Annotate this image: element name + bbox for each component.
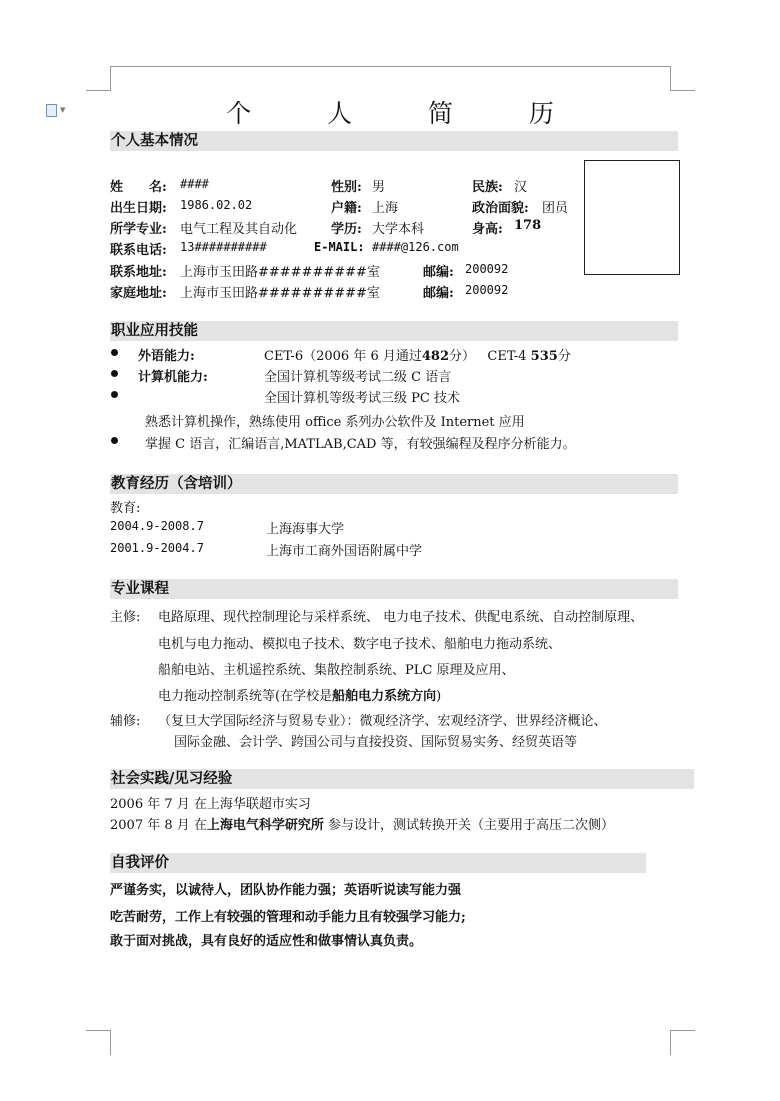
bullet-icon bbox=[111, 370, 118, 377]
education-school: 上海海事大学 bbox=[266, 522, 345, 537]
education-label: 教育: bbox=[110, 501, 141, 516]
page-title: 个 人 简 历 bbox=[226, 99, 588, 128]
political-value: 团员 bbox=[542, 201, 569, 216]
major-courses-label: 主修: bbox=[110, 610, 141, 625]
section-courses: 专业课程 bbox=[110, 579, 678, 599]
self-evaluation-line: 吃苦耐劳，工作上有较强的管理和动手能力且有较强学习能力; bbox=[110, 910, 466, 925]
minor-courses-line: 国际金融、会计学、跨国公司与直接投资、国际贸易实务、经贸英语等 bbox=[174, 735, 578, 750]
height-label: 身高: bbox=[472, 222, 503, 237]
document-icon[interactable] bbox=[46, 104, 57, 117]
section-skills: 职业应用技能 bbox=[110, 321, 678, 341]
bullet-icon bbox=[111, 349, 118, 356]
gender-value: 男 bbox=[372, 180, 386, 195]
computer-skill-2: 全国计算机等级考试三级 PC 技术 bbox=[264, 391, 460, 406]
language-label: 外语能力: bbox=[138, 349, 195, 364]
address-label: 联系地址: bbox=[110, 265, 167, 280]
political-label: 政治面貌: bbox=[472, 201, 529, 216]
gender-label: 性别: bbox=[331, 180, 362, 195]
home-address-label: 家庭地址: bbox=[110, 286, 167, 301]
hukou-label: 户籍: bbox=[331, 201, 362, 216]
self-evaluation-line: 敢于面对挑战，具有良好的适应性和做事情认真负责。 bbox=[110, 934, 423, 949]
language-value: CET-6（2006 年 6 月通过482分） CET-4 535分 bbox=[264, 349, 571, 364]
address-value: 上海市玉田路##########室 bbox=[180, 265, 380, 280]
programming-skill: 掌握 C 语言，汇编语言,MATLAB,CAD 等，有较强编程及程序分析能力。 bbox=[145, 437, 576, 452]
name-value: #### bbox=[180, 177, 209, 191]
section-practice: 社会实践/见习经验 bbox=[110, 769, 694, 789]
crop-mark-bottom-right bbox=[670, 1030, 695, 1055]
home-zip-value: 200092 bbox=[465, 283, 509, 297]
name-label: 姓 名: bbox=[110, 180, 167, 195]
education-school: 上海市工商外国语附属中学 bbox=[266, 544, 423, 559]
zip-value: 200092 bbox=[465, 262, 509, 276]
major-courses-line: 电力拖动控制系统等(在学校是船舶电力系统方向) bbox=[158, 689, 442, 704]
crop-mark-bottom-left bbox=[86, 1030, 111, 1055]
self-evaluation-line: 严谨务实，以诚待人，团队协作能力强；英语听说读写能力强 bbox=[110, 883, 462, 898]
photo-placeholder[interactable] bbox=[584, 160, 680, 275]
ethnic-label: 民族: bbox=[472, 180, 503, 195]
degree-value: 大学本科 bbox=[372, 222, 425, 237]
computer-skill-1: 全国计算机等级考试二级 C 语言 bbox=[264, 370, 452, 385]
crop-mark-top-left bbox=[86, 66, 111, 91]
major-courses-line: 船舶电站、主机遥控系统、集散控制系统、PLC 原理及应用、 bbox=[158, 663, 515, 678]
height-value: 178 bbox=[514, 218, 542, 233]
chevron-down-icon[interactable]: ▼ bbox=[60, 106, 66, 114]
major-label: 所学专业: bbox=[110, 222, 167, 237]
home-address-value: 上海市玉田路##########室 bbox=[180, 286, 380, 301]
education-period: 2001.9-2004.7 bbox=[110, 541, 204, 555]
minor-courses-label: 辅修: bbox=[110, 714, 141, 729]
section-education: 教育经历（含培训） bbox=[110, 474, 678, 494]
bullet-icon bbox=[111, 437, 118, 444]
phone-value: 13########## bbox=[180, 240, 267, 254]
birth-value: 1986.02.02 bbox=[180, 198, 253, 212]
major-courses-line: 电机与电力拖动、模拟电子技术、数字电子技术、船舶电力拖动系统、 bbox=[158, 637, 562, 652]
major-value: 电气工程及其自动化 bbox=[180, 222, 298, 237]
crop-mark-top-right bbox=[670, 66, 695, 91]
email-label: E-MAIL: bbox=[314, 240, 365, 254]
page-top-border bbox=[110, 66, 670, 67]
degree-label: 学历: bbox=[331, 222, 362, 237]
practice-line: 2006 年 7 月 在上海华联超市实习 bbox=[110, 797, 311, 812]
phone-label: 联系电话: bbox=[110, 243, 167, 258]
birth-label: 出生日期: bbox=[110, 201, 167, 216]
ethnic-value: 汉 bbox=[514, 180, 528, 195]
home-zip-label: 邮编: bbox=[423, 286, 454, 301]
section-basic-info: 个人基本情况 bbox=[110, 131, 678, 151]
minor-courses-line: （复旦大学国际经济与贸易专业）：微观经济学、宏观经济学、世界经济概论、 bbox=[158, 714, 607, 729]
email-value: ####@126.com bbox=[372, 240, 459, 254]
major-courses-line: 电路原理、现代控制理论与采样系统、 电力电子技术、供配电系统、自动控制原理、 bbox=[158, 610, 644, 625]
section-self-evaluation: 自我评价 bbox=[110, 853, 646, 873]
hukou-value: 上海 bbox=[372, 201, 399, 216]
education-period: 2004.9-2008.7 bbox=[110, 519, 204, 533]
zip-label: 邮编: bbox=[423, 265, 454, 280]
office-skill: 熟悉计算机操作，熟练使用 office 系列办公软件及 Internet 应用 bbox=[145, 415, 525, 430]
practice-line: 2007 年 8 月 在上海电气科学研究所 参与设计，测试转换开关（主要用于高压二次侧） bbox=[110, 818, 615, 833]
computer-label: 计算机能力: bbox=[138, 370, 208, 385]
bullet-icon bbox=[111, 391, 118, 398]
